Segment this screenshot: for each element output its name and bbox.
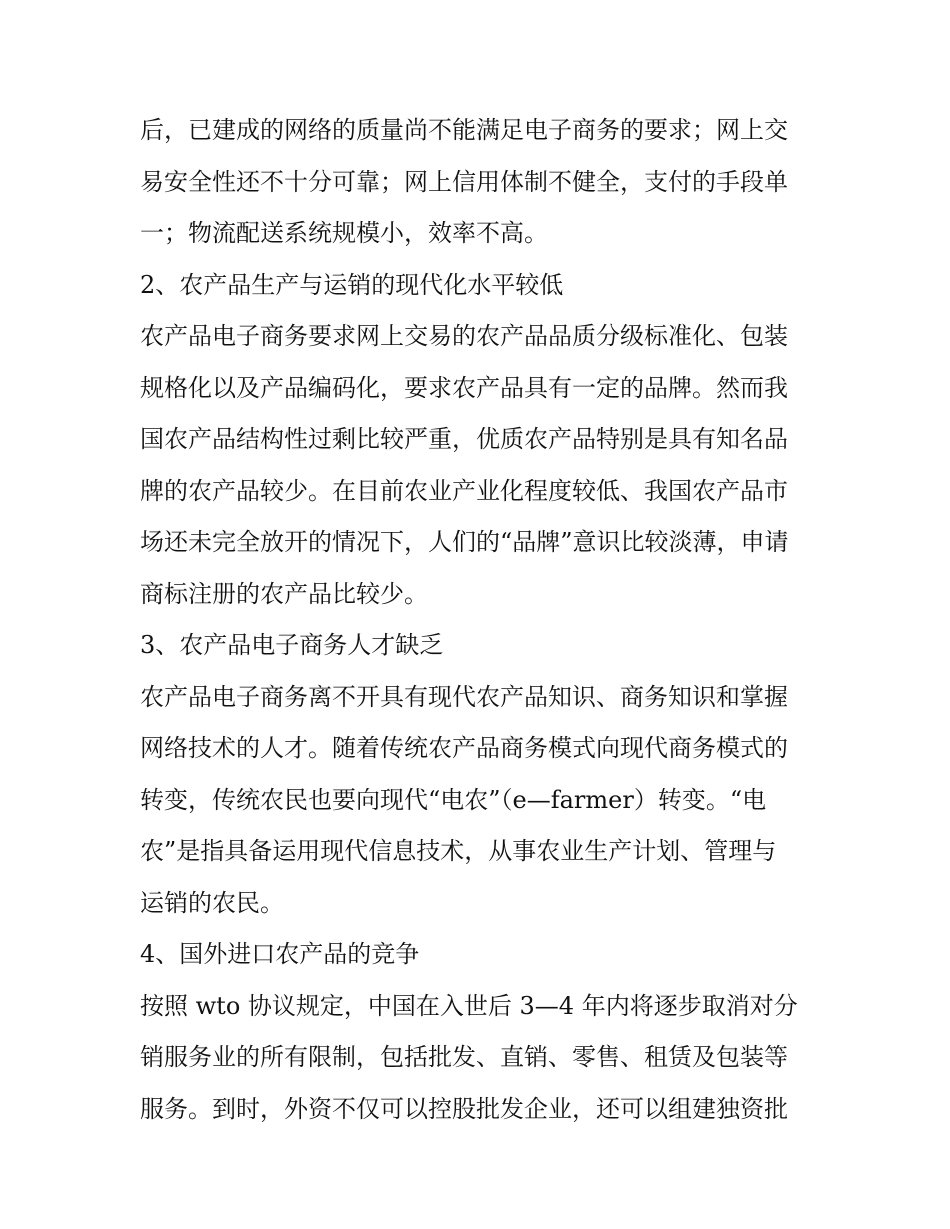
- paragraph-line: 转变，传统农民也要向现代“电农”（e—farmer）转变。“电: [140, 785, 767, 814]
- paragraph-line: 销服务业的所有限制，包括批发、直销、零售、租赁及包装等: [140, 1043, 788, 1071]
- document-body: [140, 105, 820, 1135]
- paragraph-line: 国农产品结构性过剩比较严重，优质农产品特别是具有知名品: [140, 425, 788, 453]
- section-heading: 4、国外进口农产品的竞争: [140, 940, 420, 968]
- paragraph-line: 网络技术的人才。随着传统农产品商务模式向现代商务模式的: [140, 734, 788, 762]
- paragraph-line: 按照 wto 协议规定，中国在入世后 3—4 年内将逐步取消对分: [140, 991, 798, 1020]
- paragraph-line: 一；物流配送系统规模小，效率不高。: [140, 219, 548, 247]
- paragraph-line: 易安全性还不十分可靠；网上信用体制不健全，支付的手段单: [140, 167, 788, 196]
- paragraph-line: 后，已建成的网络的质量尚不能满足电子商务的要求；网上交: [140, 116, 788, 144]
- paragraph-line: 农产品电子商务要求网上交易的农产品品质分级标准化、包装: [140, 322, 788, 350]
- paragraph-line: 农产品电子商务离不开具有现代农产品知识、商务知识和掌握: [140, 682, 788, 711]
- paragraph-line: 规格化以及产品编码化，要求农产品具有一定的品牌。然而我: [140, 373, 788, 402]
- paragraph-line: 场还未完全放开的情况下，人们的“品牌”意识比较淡薄，申请: [140, 528, 789, 556]
- paragraph-line: 牌的农产品较少。在目前农业产业化程度较低、我国农产品市: [140, 476, 788, 505]
- paragraph-line: 农”是指具备运用现代信息技术，从事农业生产计划、管理与: [140, 837, 777, 865]
- paragraph-line: 服务。到时，外资不仅可以控股批发企业，还可以组建独资批: [140, 1094, 788, 1123]
- paragraph-line: 商标注册的农产品比较少。: [140, 579, 428, 608]
- section-heading: 2、农产品生产与运销的现代化水平较低: [140, 270, 564, 299]
- section-heading: 3、农产品电子商务人才缺乏: [140, 631, 444, 659]
- paragraph-line: 运销的农民。: [140, 888, 284, 917]
